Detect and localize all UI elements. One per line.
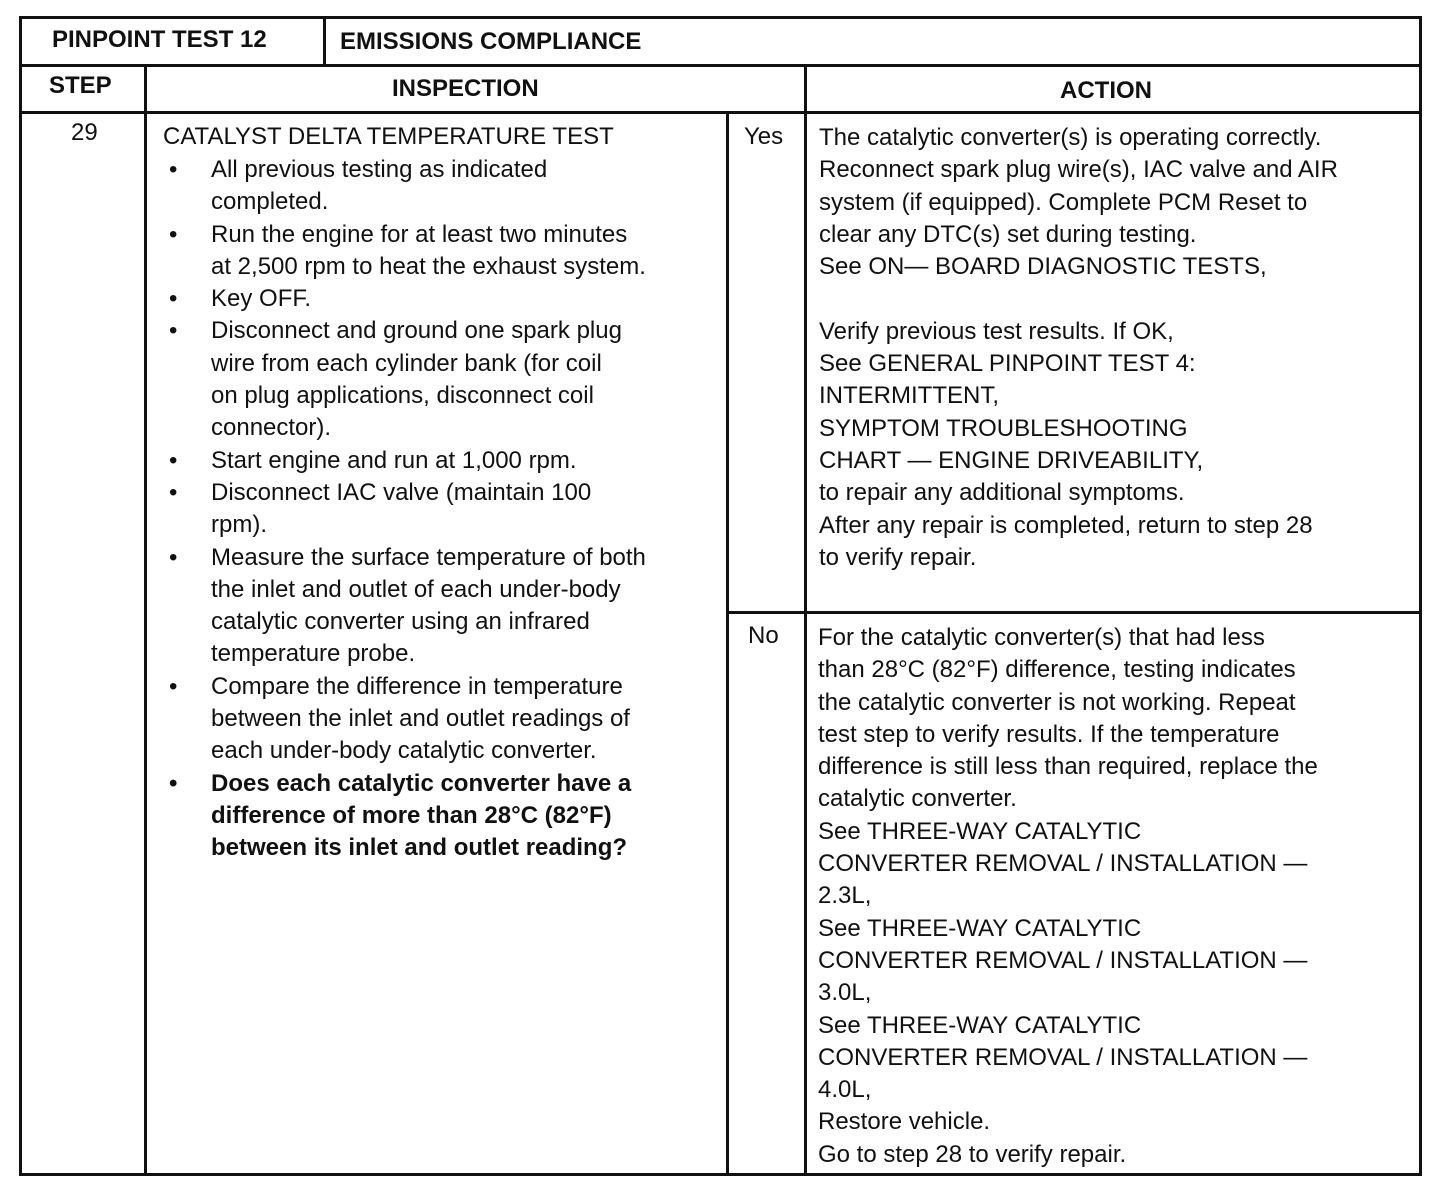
inspection-step	[164, 445, 646, 477]
action-line: The catalytic converter(s) is operating correctly.	[819, 124, 1322, 151]
step-line: Measure the surface temperature of both	[211, 543, 646, 571]
action-line: CHART — ENGINE DRIVEABILITY,	[819, 446, 1204, 474]
action-line: For the catalytic converter(s) that had less	[818, 624, 1265, 651]
action-line: than 28°C (82°F) difference, testing indicates	[818, 656, 1296, 684]
inspection-step	[164, 315, 646, 444]
action-line: CONVERTER REMOVAL / INSTALLATION —	[818, 1043, 1308, 1071]
step-line: Run the engine for at least two minutes	[211, 220, 628, 248]
yes-label: Yes	[744, 123, 784, 150]
step-line: Compare the difference in temperature	[211, 672, 623, 700]
step-line: Start engine and run at 1,000 rpm.	[211, 446, 577, 474]
action-line: test step to verify results. If the temperature	[818, 720, 1280, 748]
action-line: After any repair is completed, return to step 28	[819, 511, 1313, 539]
step-line: Disconnect and ground one spark plug	[211, 317, 622, 345]
action-line: Restore vehicle.	[818, 1108, 991, 1136]
rule-top	[19, 16, 1422, 19]
action-line: Verify previous test results. If OK,	[819, 317, 1174, 345]
action-line: difference is still less than required, replace the	[818, 753, 1318, 781]
action-line: SYMPTOM TROUBLESHOOTING	[819, 414, 1188, 442]
inspection-step	[164, 154, 646, 219]
column-inspection: INSPECTION	[392, 75, 539, 102]
question-line: Does each catalytic converter have a	[211, 769, 632, 797]
test-id: PINPOINT TEST 12	[52, 26, 267, 53]
step-line: catalytic converter using an infrared	[211, 608, 590, 636]
inspection-step	[164, 542, 646, 671]
step-number: 29	[71, 119, 98, 146]
action-line: See ON— BOARD DIAGNOSTIC TESTS,	[819, 253, 1267, 281]
action-line: to repair any additional symptoms.	[819, 479, 1185, 507]
step-line: between the inlet and outlet readings of	[211, 705, 630, 733]
action-line: system (if equipped). Complete PCM Reset to	[819, 188, 1308, 216]
no-label: No	[748, 622, 779, 649]
question-line: difference of more than 28°C (82°F)	[211, 801, 612, 829]
action-line: See THREE-WAY CATALYTIC	[818, 817, 1142, 845]
step-line: connector).	[211, 414, 332, 442]
rule-right	[1419, 16, 1422, 1176]
rule-inspection-col	[804, 64, 807, 111]
action-line: 3.0L,	[818, 979, 872, 1007]
action-line: CONVERTER REMOVAL / INSTALLATION —	[818, 850, 1308, 878]
step-line: the inlet and outlet of each under-body	[211, 575, 621, 603]
rule-label-col	[726, 111, 729, 1176]
rule-header-divider	[323, 16, 326, 64]
step-line: at 2,500 rpm to heat the exhaust system.	[211, 252, 646, 280]
rule-columns	[19, 111, 1422, 114]
step-line: wire from each cylinder bank (for coil	[211, 349, 602, 377]
yes-action	[819, 122, 1338, 574]
action-line: See THREE-WAY CATALYTIC	[818, 1011, 1142, 1039]
action-line: the catalytic converter is not working. Repeat	[818, 688, 1296, 716]
test-title: EMISSIONS COMPLIANCE	[340, 28, 642, 55]
step-line: each under-body catalytic converter.	[211, 737, 597, 765]
inspection-title: CATALYST DELTA TEMPERATURE TEST	[163, 123, 614, 150]
rule-bottom	[19, 1173, 1422, 1176]
step-line: rpm).	[211, 511, 267, 539]
step-line: temperature probe.	[211, 640, 416, 668]
action-line: clear any DTC(s) set during testing.	[819, 220, 1197, 248]
step-line: Key OFF.	[211, 285, 312, 313]
action-line: CONVERTER REMOVAL / INSTALLATION —	[818, 946, 1308, 974]
rule-yes-no	[726, 611, 1422, 614]
step-line: All previous testing as indicated	[211, 156, 548, 183]
step-line: on plug applications, disconnect coil	[211, 382, 594, 410]
action-line: Reconnect spark plug wire(s), IAC valve and AIR	[819, 156, 1338, 184]
rule-step-col	[144, 64, 147, 1176]
action-line: See GENERAL PINPOINT TEST 4:	[819, 350, 1196, 378]
rule-header	[19, 64, 1422, 67]
action-line: 2.3L,	[818, 882, 872, 910]
column-action: ACTION	[1060, 77, 1152, 104]
inspection-question	[164, 768, 646, 865]
inspection-step	[164, 671, 646, 768]
action-line: See THREE-WAY CATALYTIC	[818, 914, 1142, 942]
action-line: catalytic converter.	[818, 785, 1017, 813]
question-line: between its inlet and outlet reading?	[211, 834, 628, 862]
step-line: Disconnect IAC valve (maintain 100	[211, 478, 592, 506]
inspection-step	[164, 219, 646, 284]
no-action	[818, 622, 1318, 1171]
inspection-steps	[164, 154, 646, 865]
column-step: STEP	[49, 72, 112, 99]
step-line: completed.	[211, 188, 329, 216]
inspection-step	[164, 477, 646, 542]
action-line: to verify repair.	[819, 543, 977, 571]
inspection-step	[164, 283, 646, 315]
rule-left	[19, 16, 22, 1176]
rule-action-col	[804, 111, 807, 1176]
action-line: INTERMITTENT,	[819, 382, 999, 410]
action-line: Go to step 28 to verify repair.	[818, 1140, 1127, 1168]
action-line: 4.0L,	[818, 1076, 872, 1104]
